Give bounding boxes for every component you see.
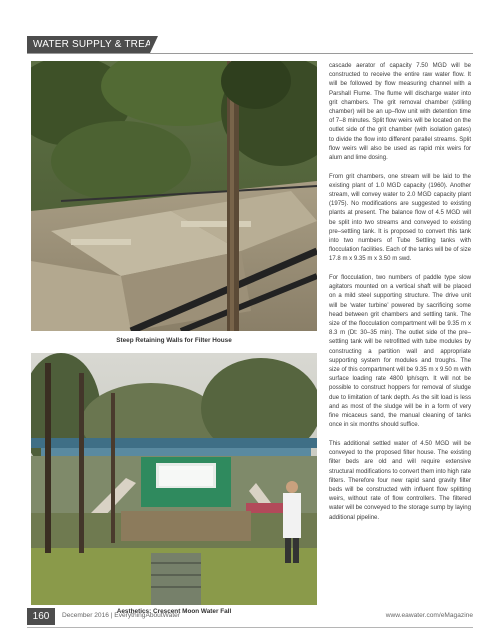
page-number: 160 [27,608,55,625]
photo-caption: Aesthetics: Crescent Moon Water Fall [116,608,232,615]
footer-rule [27,627,473,628]
article-paragraph: This additional settled water of 4.50 MGD will be conveyed to the proposed filter house. The existing filter beds are old and will require extensive structural modifications to convert them into high rate filters. Therefore four new rapid sand gravity filter beds will be constructed with influent flow splitting weirs, without rate of flow controllers. The filtered water will be conveyed to the storage sump by laying additional pipeline. [329,440,471,521]
article-paragraph: From grit chambers, one stream will be laid to the existing plant of 1.0 MGD capacity (1960). Another stream, will convey water to 2.0 MGD capacity plant (1975). No modifications are suggested to existing plants at present. The balance flow of 4.5 MGD will be split into two streams and conveyed to existing pre–settling tank. It is proposed to convert this tank into two numbers of Tube Settling tanks with flocculation facilities. Each of the tanks will be of size 17.8 m x 9.35 m x 3.50 m swd. [329,173,471,263]
article-paragraph: cascade aerator of capacity 7.50 MGD will be constructed to receive the entire raw water flow. It will be followed by flow measuring channel with a Parshall Flume. The flume will discharge water into grit chambers. The grit removal chamber (stilling chamber) will be an up–flow unit with detention time of 7–8 minutes. Split flow weirs will be located on the outlet side of the grit chamber (with isolation gates) to divide the flow into different parallel streams. Split flow weirs will also be used as rapid mix weirs for alum and lime dosing. [329,63,471,162]
issue-label: December 2016 | EverythingAboutWater [62,612,181,619]
header-rule [27,53,473,54]
article-paragraph: For flocculation, two numbers of paddle type slow agitators mounted on a vertical shaft will be placed on a mild steel supporting structure. The drive unit will be ‘water turbine’ powered by sacrificing some head between grit chambers and settling tank. The size of the flocculation compartment will be 9.35 m x 8.3 m (Dt: 30–35 min). The outlet side of the pre–settling tank will be retrofitted with tube modules by constructing a partition wall and appropriate supporting system for modules and troughs. The size of this compartment will be 9.35 m x 9.50 m with surface loading rate 4800 lph/sqm. It will not be possible to construct hoppers for removal of sludge due to limitation of tank depth. As the silt load is less and as most of the sludge will be in a form of very fine micaceus sand, the manual cleaning of tanks once in six months should suffice. [329,275,471,429]
section-header: WATER SUPPLY & TREATMENT [27,36,150,53]
water-fall-photo [31,353,317,605]
website-url[interactable]: www.eawater.com/eMagazine [385,612,473,619]
article-text-column [329,62,471,532]
photo-caption: Steep Retaining Walls for Filter House [116,337,232,344]
retaining-walls-photo [31,61,317,331]
